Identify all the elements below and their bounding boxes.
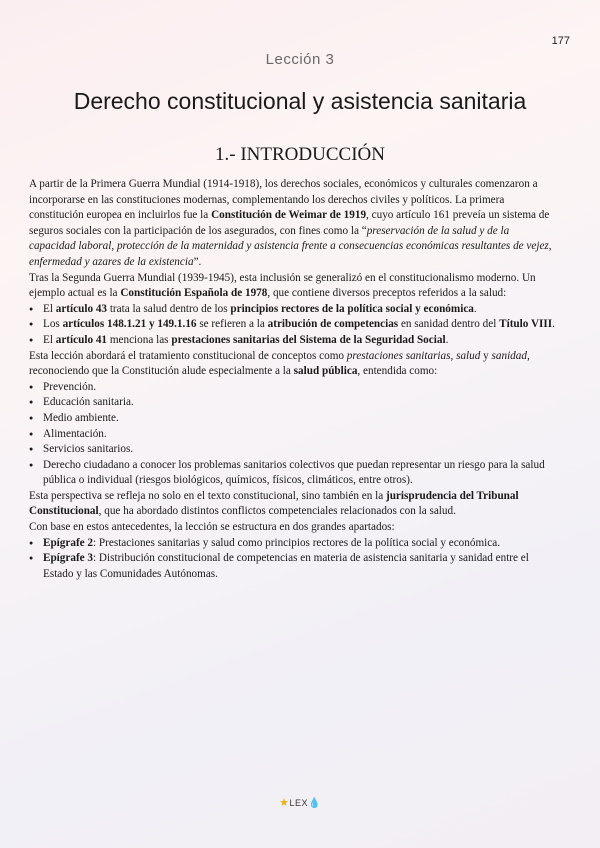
- list-item: ● Epígrafe 2: Prestaciones sanitarias y salud como principios rectores de la política social y económica.: [29, 536, 557, 552]
- section-heading: 1.- INTRODUCCIÓN: [215, 144, 385, 165]
- brand-name: LEX: [289, 798, 308, 808]
- paragraph-structure: Con base en estos antecedentes, la lección se estructura en dos grandes apartados:: [29, 521, 395, 534]
- list-item: ● El artículo 41 menciona las prestaciones sanitarias del Sistema de la Seguridad Social.: [29, 333, 557, 349]
- page-number: 177: [551, 35, 570, 47]
- list-item: ● Derecho ciudadano a conocer los problemas sanitarios colectivos que puedan representar un riesgo para la salud pública o individual (riesgos biológicos, químicos, físicos, climáticos, entre otros).: [29, 458, 557, 489]
- list-item: ● Los artículos 148.1.21 y 149.1.16 se refieren a la atribución de competencias en sanidad dentro del Título VIII.: [29, 317, 557, 333]
- list-item: ● Prevención.: [29, 380, 557, 396]
- list-item: ● Alimentación.: [29, 427, 557, 443]
- list-item: ● Medio ambiente.: [29, 411, 557, 427]
- star-icon: ★: [279, 797, 290, 809]
- list-item: ● Educación sanitaria.: [29, 395, 557, 411]
- list-item: ● El artículo 43 trata la salud dentro de los principios rectores de la política social y económica.: [29, 302, 557, 318]
- drop-icon: 💧: [307, 798, 321, 809]
- list-item: ● Servicios sanitarios.: [29, 442, 557, 458]
- footer-logo: [0, 796, 600, 809]
- paragraph-jurisprudence: Esta perspectiva se refleja no solo en el texto constitucional, sino también en la jurisprudencia del Tribunal Constitucional, que ha abordado distintos conflictos competenciales relacionados con la salud.: [29, 489, 519, 518]
- paragraph-spain: Tras la Segunda Guerra Mundial (1939-1945), esta inclusión se generalizó en el constitucionalismo moderno. Un ejemplo actual es la Constitución Española de 1978, que contiene diversos preceptos referidos a la salud:: [29, 271, 536, 300]
- paragraph-concepts: Esta lección abordará el tratamiento constitucional de conceptos como prestaciones sanitarias, salud y sanidad, reconociendo que la Constitución alude especialmente a la salud pública, entendida como:: [29, 349, 530, 378]
- list-item: ● Epígrafe 3: Distribución constitucional de competencias en materia de asistencia sanitaria y sanidad entre el Estado y las Comunidades Autónomas.: [29, 551, 557, 582]
- paragraph-intro: A partir de la Primera Guerra Mundial (1914-1918), los derechos sociales, económicos y culturales comenzaron a incorporarse en las constituciones modernas, complementando los derechos civiles y políticos. La primera constitución europea en incluirlos fue la Constitución de Weimar de 1919, cuyo artículo 161 preveía un sistema de seguros sociales con la participación de los asegurados, con fines como la “preservación de la salud y de la capacidad laboral, protección de la maternidad y asistencia frente a consecuencias económicas resultantes de vejez, enfermedad y azares de la existencia”.: [29, 178, 552, 268]
- lesson-label: Lección 3: [265, 51, 335, 68]
- page-title: Derecho constitucional y asistencia sanitaria: [73, 88, 527, 114]
- public-health-list: [29, 380, 557, 489]
- sections-list: [29, 536, 557, 583]
- articles-list: [29, 302, 557, 349]
- body-text: [29, 177, 557, 582]
